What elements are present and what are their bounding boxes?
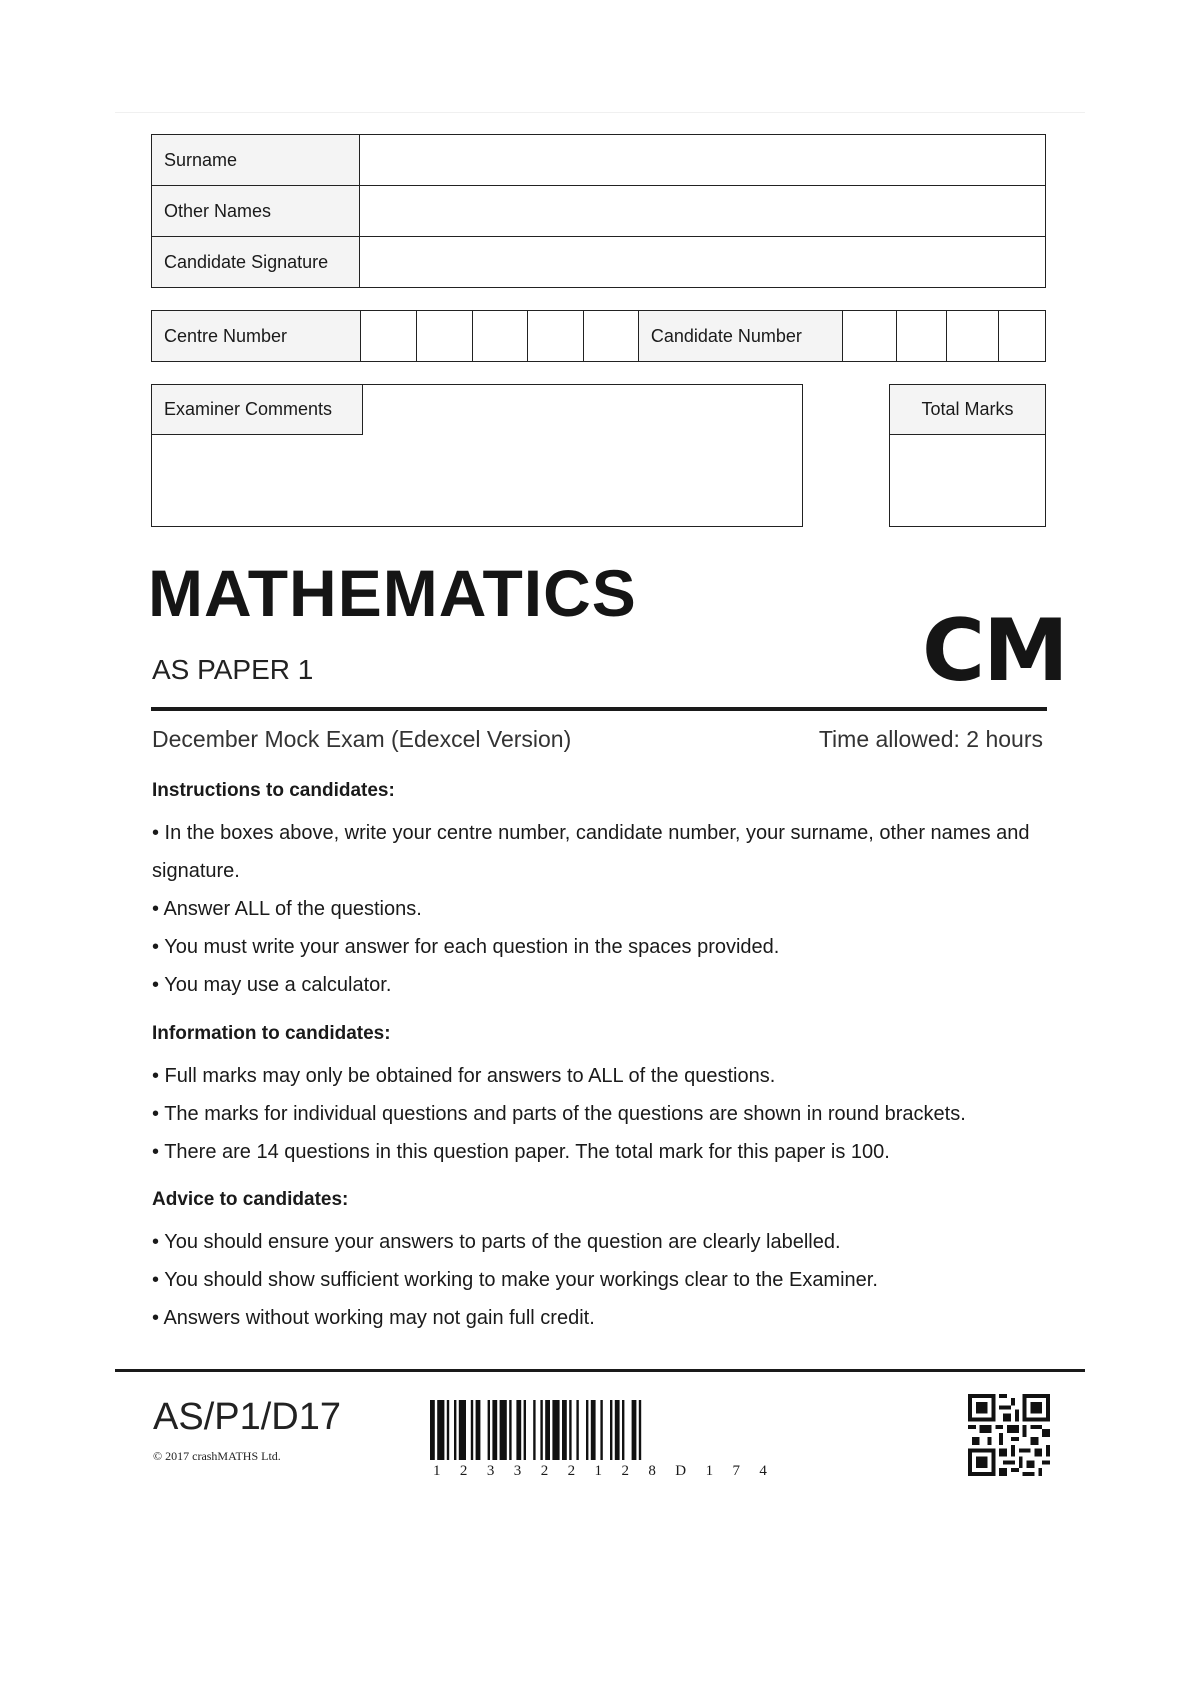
barcode-digit: 2 bbox=[621, 1463, 629, 1479]
paper-code: AS/P1/D17 bbox=[153, 1396, 341, 1438]
instruction-item: • In the boxes above, write your centre number, candidate number, your surname, other names and signature. bbox=[152, 822, 1030, 882]
exam-name: December Mock Exam (Edexcel Version) bbox=[152, 726, 572, 752]
footer-rule bbox=[115, 1369, 1085, 1372]
total-marks-box[interactable] bbox=[889, 384, 1046, 527]
advice-item: • You should ensure your answers to parts of the question are clearly labelled. bbox=[152, 1231, 841, 1253]
instructions-section bbox=[152, 780, 1052, 1004]
barcode-bar bbox=[600, 1400, 602, 1460]
barcode-digit: 1 bbox=[705, 1463, 714, 1479]
centre-number-box[interactable] bbox=[361, 311, 417, 361]
information-item: • The marks for individual questions and parts of the questions are shown in round brackets. bbox=[152, 1103, 966, 1125]
advice-heading: Advice to candidates: bbox=[152, 1189, 349, 1210]
candidate-number-box[interactable] bbox=[947, 311, 999, 361]
barcode-bar bbox=[437, 1400, 444, 1460]
centre-number-box[interactable] bbox=[417, 311, 473, 361]
candidate-number-box[interactable] bbox=[897, 311, 948, 361]
barcode-bar bbox=[524, 1400, 526, 1460]
barcode-digit: 1 bbox=[433, 1463, 441, 1479]
advice-section bbox=[152, 1189, 1052, 1337]
top-rule bbox=[115, 112, 1085, 113]
signature-label: Candidate Signature bbox=[152, 237, 360, 288]
barcode-bar bbox=[562, 1400, 567, 1460]
time-allowed: Time allowed: 2 hours bbox=[818, 726, 1043, 752]
information-section bbox=[152, 1023, 1052, 1171]
barcode-bar bbox=[500, 1400, 507, 1460]
information-item: • There are 14 questions in this question paper. The total mark for this paper is 100. bbox=[152, 1141, 890, 1163]
centre-number-box[interactable] bbox=[584, 311, 639, 361]
number-row bbox=[151, 310, 1046, 362]
advice-item: • Answers without working may not gain full credit. bbox=[152, 1307, 595, 1329]
surname-field[interactable] bbox=[360, 135, 1046, 186]
barcode-bar bbox=[545, 1400, 550, 1460]
other-names-field[interactable] bbox=[360, 186, 1046, 237]
instructions-heading: Instructions to candidates: bbox=[152, 780, 395, 801]
barcode-bar bbox=[430, 1400, 435, 1460]
centre-number-label: Centre Number bbox=[152, 311, 361, 361]
information-item: • Full marks may only be obtained for answers to ALL of the questions. bbox=[152, 1065, 776, 1087]
barcode-digit: 4 bbox=[759, 1463, 767, 1479]
instruction-item: • You must write your answer for each question in the spaces provided. bbox=[152, 936, 780, 958]
instruction-item: • You may use a calculator. bbox=[152, 974, 392, 996]
information-heading: Information to candidates: bbox=[152, 1023, 391, 1044]
barcode-digit: 2 bbox=[567, 1463, 576, 1479]
barcode-bar bbox=[476, 1400, 481, 1460]
barcode-bar bbox=[552, 1400, 559, 1460]
barcode-bar bbox=[540, 1400, 542, 1460]
barcode-digit: 3 bbox=[486, 1463, 495, 1479]
barcode-bar bbox=[533, 1400, 535, 1460]
barcode-bar bbox=[615, 1400, 620, 1460]
barcode-bar bbox=[459, 1400, 466, 1460]
total-marks-label: Total Marks bbox=[890, 385, 1045, 435]
barcode-bar bbox=[610, 1400, 612, 1460]
barcode-bar bbox=[488, 1400, 490, 1460]
barcode-digit: 3 bbox=[513, 1463, 522, 1479]
barcode-bar bbox=[576, 1400, 578, 1460]
candidate-number-label: Candidate Number bbox=[639, 311, 843, 361]
barcode-bar bbox=[447, 1400, 449, 1460]
barcode-bar bbox=[622, 1400, 624, 1460]
barcode-digit: 7 bbox=[732, 1463, 740, 1479]
barcode bbox=[430, 1400, 770, 1460]
candidate-details-table bbox=[151, 134, 1046, 288]
barcode-digit: 2 bbox=[459, 1463, 468, 1479]
paper-subtitle: AS PAPER 1 bbox=[152, 654, 314, 685]
candidate-number-box[interactable] bbox=[999, 311, 1045, 361]
centre-number-box[interactable] bbox=[528, 311, 584, 361]
barcode-bar bbox=[591, 1400, 596, 1460]
barcode-bar bbox=[632, 1400, 637, 1460]
signature-field[interactable] bbox=[360, 237, 1046, 288]
barcode-bar bbox=[516, 1400, 521, 1460]
barcode-digit: 2 bbox=[540, 1463, 549, 1479]
candidate-number-box[interactable] bbox=[843, 311, 897, 361]
examiner-comments-label: Examiner Comments bbox=[152, 385, 363, 435]
barcode-bar bbox=[586, 1400, 588, 1460]
cm-logo: CM bbox=[922, 601, 1067, 701]
examiner-comments-box[interactable] bbox=[151, 384, 803, 527]
other-names-label: Other Names bbox=[152, 186, 360, 237]
copyright: © 2017 crashMATHS Ltd. bbox=[153, 1449, 281, 1463]
centre-number-box[interactable] bbox=[473, 311, 529, 361]
header-rule bbox=[151, 707, 1047, 711]
advice-item: • You should show sufficient working to make your workings clear to the Examiner. bbox=[152, 1269, 878, 1291]
barcode-bar bbox=[471, 1400, 473, 1460]
barcode-bar bbox=[569, 1400, 571, 1460]
barcode-bar bbox=[492, 1400, 497, 1460]
barcode-bar bbox=[509, 1400, 511, 1460]
surname-label: Surname bbox=[152, 135, 360, 186]
barcode-bar bbox=[454, 1400, 456, 1460]
barcode-bar bbox=[639, 1400, 641, 1460]
barcode-digit: 8 bbox=[648, 1463, 656, 1479]
barcode-digits bbox=[430, 1463, 770, 1480]
instruction-item: • Answer ALL of the questions. bbox=[152, 898, 422, 920]
page-title: MATHEMATICS bbox=[148, 556, 637, 630]
barcode-digit: D bbox=[675, 1463, 687, 1479]
qr-code-icon bbox=[968, 1394, 1050, 1476]
barcode-digit: 1 bbox=[594, 1463, 603, 1479]
